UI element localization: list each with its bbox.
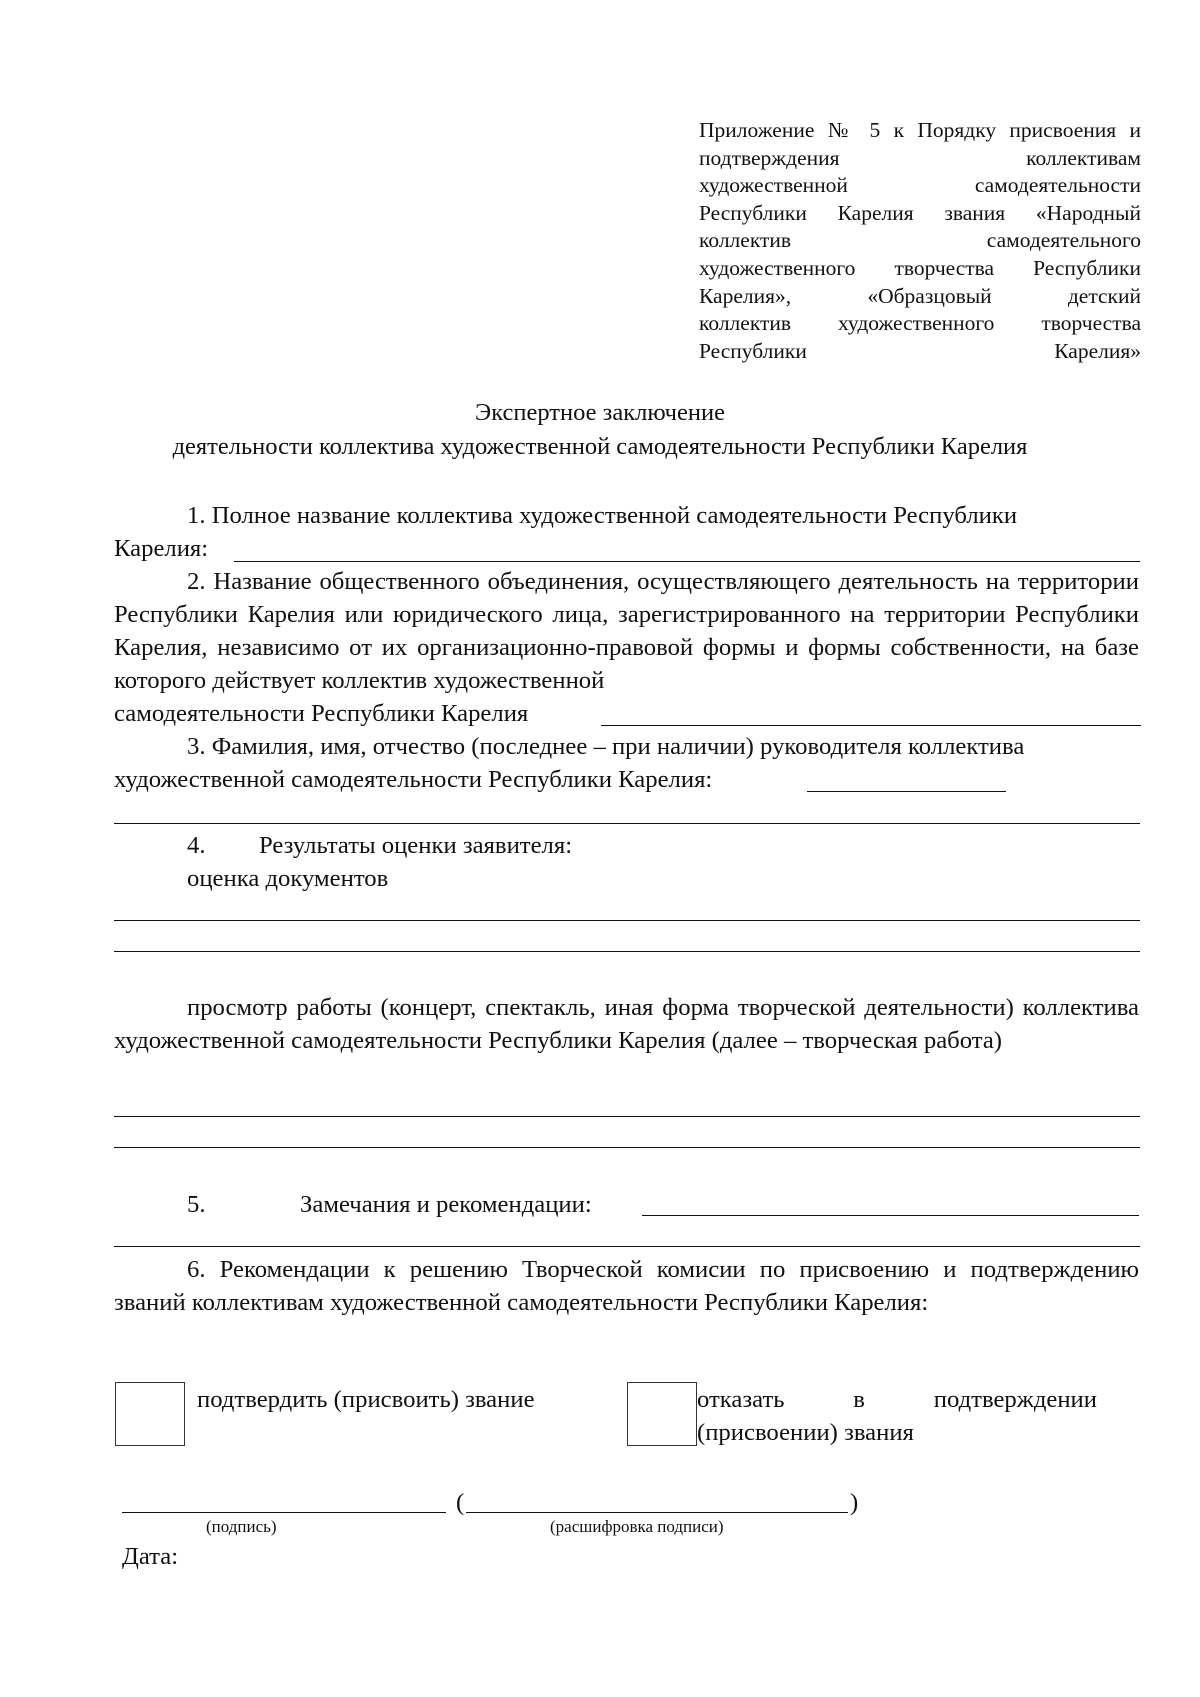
item3-line2: художественной самодеятельности Республики Карелия: (114, 766, 713, 793)
refuse-checkbox[interactable] (627, 1382, 697, 1446)
signature-line[interactable] (122, 1512, 446, 1513)
item5-answer-line-short[interactable] (642, 1215, 1139, 1216)
item5-label: Замечания и рекомендации: (300, 1191, 592, 1218)
signature-caption: (подпись) (206, 1517, 277, 1536)
item1-answer-line[interactable] (234, 561, 1140, 562)
item4-number: 4. (187, 832, 206, 859)
item5-number: 5. (187, 1191, 206, 1218)
item4-review-paragraph: просмотр работы (концерт, спектакль, иная форма творческой деятельности) коллектива художественной самодеятельности Республики Карелия (далее – творческая работа) (114, 994, 1139, 1054)
item1-line2: Карелия: (114, 535, 209, 562)
appendix-header: Приложение № 5 к Порядку присвоения и подтверждения коллективам художественной самодеятельности Республики Карелия звания «Народный коллектив самодеятельного художественного творчества Республики Карелия», «Образцовый детский коллектив художественного творчества Республики Карелия» (699, 118, 1141, 363)
document-title: Экспертное заключение (475, 399, 725, 426)
refuse-option-line1: отказать в подтверждении (697, 1386, 1097, 1413)
open-parenthesis: ( (456, 1489, 465, 1516)
confirm-option-label: подтвердить (присвоить) звание (197, 1386, 535, 1413)
item3-line1: 3. Фамилия, имя, отчество (последнее – при наличии) руководителя коллектива (187, 733, 1025, 760)
refuse-option-line2: (присвоении) звания (697, 1419, 914, 1446)
date-label: Дата: (122, 1543, 179, 1570)
documents-answer-line-1[interactable] (114, 920, 1140, 921)
review-answer-line-2[interactable] (114, 1147, 1140, 1148)
close-parenthesis: ) (850, 1489, 859, 1516)
item6-paragraph: 6. Рекомендации к решению Творческой комисии по присвоению и подтверждению званий коллективам художественной самодеятельности Республики Карелия: (114, 1256, 1139, 1316)
item4-documents-label: оценка документов (187, 865, 389, 892)
review-answer-line-1[interactable] (114, 1116, 1140, 1117)
item2-paragraph: 2. Название общественного объединения, осуществляющего деятельность на территории Республики Карелия или юридического лица, зарегистрированного на территории Республики Карелия, независимо от их организационно-правовой формы и формы собственности, на базе которого действует коллектив художественной (114, 568, 1139, 694)
signature-decode-line[interactable] (466, 1512, 848, 1513)
item2-last-line: самодеятельности Республики Карелия (114, 700, 529, 727)
item3-answer-line-full[interactable] (114, 823, 1140, 824)
item5-answer-line-full[interactable] (114, 1246, 1140, 1247)
confirm-checkbox[interactable] (115, 1382, 185, 1446)
item3-answer-line-short[interactable] (807, 791, 1006, 792)
documents-answer-line-2[interactable] (114, 951, 1140, 952)
signature-decode-caption: (расшифровка подписи) (550, 1517, 724, 1536)
item1-line1: 1. Полное название коллектива художественной самодеятельности Республики (187, 502, 1018, 529)
item4-label: Результаты оценки заявителя: (259, 832, 573, 859)
item2-answer-line[interactable] (601, 725, 1141, 726)
document-subtitle: деятельности коллектива художественной самодеятельности Республики Карелия (172, 433, 1028, 460)
